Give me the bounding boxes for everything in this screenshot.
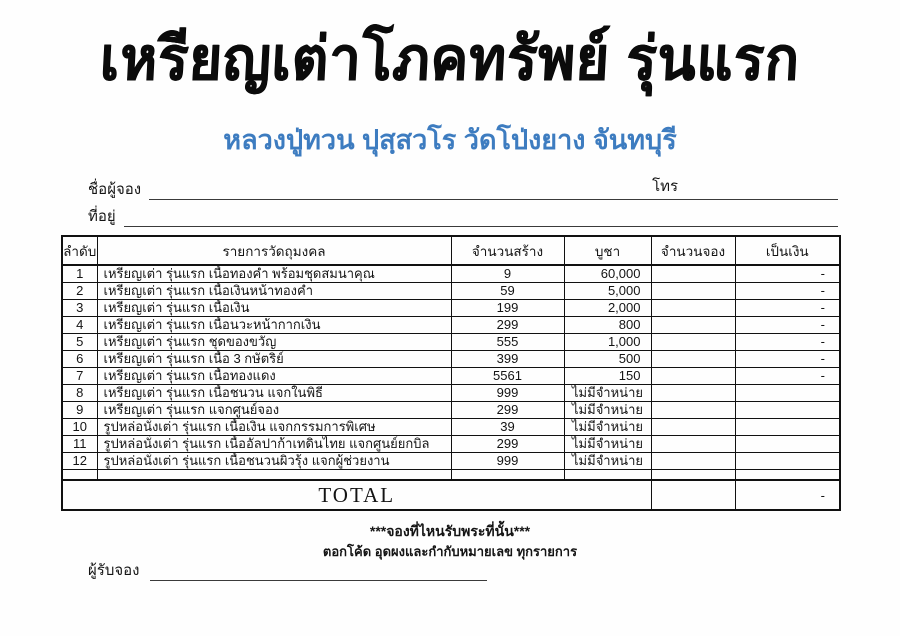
cell-order-qty bbox=[651, 299, 735, 316]
cell-no: 1 bbox=[62, 265, 97, 282]
cell-price: ไม่มีจำหน่าย bbox=[564, 452, 651, 469]
cell-amount: - bbox=[735, 333, 840, 350]
cell-no: 11 bbox=[62, 435, 97, 452]
cell-price: 150 bbox=[564, 367, 651, 384]
cell-item: รูปหล่อนั่งเต่า รุ่นแรก เนื้ออัลปาก้าเทดินไทย แจกศูนย์ยกบิล bbox=[97, 435, 451, 452]
cell-order-qty bbox=[651, 316, 735, 333]
cell-amount bbox=[735, 435, 840, 452]
cell-made: 999 bbox=[451, 384, 564, 401]
receiver-row bbox=[88, 560, 487, 581]
cell-item: เหรียญเต่า รุ่นแรก เนื้อ 3 กษัตริย์ bbox=[97, 350, 451, 367]
table-row bbox=[62, 282, 840, 299]
cell-made: 39 bbox=[451, 418, 564, 435]
cell-amount bbox=[735, 401, 840, 418]
table-row bbox=[62, 452, 840, 469]
cell-amount: - bbox=[735, 350, 840, 367]
cell-item: รูปหล่อนั่งเต่า รุ่นแรก เนื้อเงิน แจกกรรมการพิเศษ bbox=[97, 418, 451, 435]
table-row bbox=[62, 350, 840, 367]
table-row bbox=[62, 384, 840, 401]
page-title: เหรียญเต่าโภคทรัพย์ รุ่นแรก bbox=[98, 24, 802, 93]
header-amount: เป็นเงิน bbox=[735, 236, 840, 265]
cell-order-qty bbox=[651, 435, 735, 452]
cell-amount: - bbox=[735, 367, 840, 384]
name-row bbox=[88, 179, 838, 200]
cell-order-qty bbox=[651, 333, 735, 350]
cell-no: 4 bbox=[62, 316, 97, 333]
name-label: ชื่อผู้จอง bbox=[88, 181, 142, 198]
cell-price: 1,000 bbox=[564, 333, 651, 350]
order-table bbox=[61, 235, 841, 511]
phone-label: โทร bbox=[652, 178, 679, 195]
table-body bbox=[62, 265, 840, 469]
address-row bbox=[88, 206, 838, 227]
cell-made: 999 bbox=[451, 452, 564, 469]
cell-made: 299 bbox=[451, 316, 564, 333]
cell-no: 12 bbox=[62, 452, 97, 469]
cell-item: รูปหล่อนั่งเต่า รุ่นแรก เนื้อชนวนผิวรุ้ง แจกผู้ช่วยงาน bbox=[97, 452, 451, 469]
cell-no: 3 bbox=[62, 299, 97, 316]
cell-amount: - bbox=[735, 282, 840, 299]
total-row bbox=[62, 480, 840, 510]
cell-made: 5561 bbox=[451, 367, 564, 384]
cell-price: ไม่มีจำหน่าย bbox=[564, 435, 651, 452]
cell-no: 2 bbox=[62, 282, 97, 299]
cell-price: 2,000 bbox=[564, 299, 651, 316]
cell-price: ไม่มีจำหน่าย bbox=[564, 401, 651, 418]
cell-order-qty bbox=[651, 265, 735, 282]
header-no: ลำดับ bbox=[62, 236, 97, 265]
total-label: TOTAL bbox=[62, 480, 651, 510]
cell-item: เหรียญเต่า รุ่นแรก เนื้อชนวน แจกในพิธี bbox=[97, 384, 451, 401]
cell-order-qty bbox=[651, 418, 735, 435]
cell-amount bbox=[735, 418, 840, 435]
cell-price: ไม่มีจำหน่าย bbox=[564, 384, 651, 401]
cell-item: เหรียญเต่า รุ่นแรก เนื้อเงิน bbox=[97, 299, 451, 316]
table-row bbox=[62, 401, 840, 418]
cell-item: เหรียญเต่า รุ่นแรก เนื้อนวะหน้ากากเงิน bbox=[97, 316, 451, 333]
cell-made: 299 bbox=[451, 435, 564, 452]
table-row bbox=[62, 367, 840, 384]
name-fill-line bbox=[149, 179, 838, 200]
table-row bbox=[62, 418, 840, 435]
cell-amount: - bbox=[735, 316, 840, 333]
header-order-qty: จำนวนจอง bbox=[651, 236, 735, 265]
cell-made: 59 bbox=[451, 282, 564, 299]
cell-order-qty bbox=[651, 282, 735, 299]
header-item: รายการวัดถุมงคล bbox=[97, 236, 451, 265]
cell-amount: - bbox=[735, 265, 840, 282]
cell-amount bbox=[735, 384, 840, 401]
cell-made: 555 bbox=[451, 333, 564, 350]
cell-no: 10 bbox=[62, 418, 97, 435]
footnote-code: ตอกโค้ด อุดผงและกำกับหมายเลข ทุกรายการ bbox=[322, 544, 578, 559]
cell-price: ไม่มีจำหน่าย bbox=[564, 418, 651, 435]
table-row bbox=[62, 299, 840, 316]
cell-no: 8 bbox=[62, 384, 97, 401]
page-subtitle: หลวงปู่ทวน ปุสฺสวโร วัดโป่งยาง จันทบุรี bbox=[223, 125, 677, 155]
cell-made: 399 bbox=[451, 350, 564, 367]
cell-no: 5 bbox=[62, 333, 97, 350]
table-header-row bbox=[62, 236, 840, 265]
cell-no: 7 bbox=[62, 367, 97, 384]
cell-order-qty bbox=[651, 452, 735, 469]
cell-item: เหรียญเต่า รุ่นแรก ชุดของขวัญ bbox=[97, 333, 451, 350]
total-amount-cell: - bbox=[735, 480, 840, 510]
footnote-pickup: ***จองที่ไหนรับพระที่นั้น*** bbox=[369, 523, 531, 539]
cell-made: 299 bbox=[451, 401, 564, 418]
cell-price: 500 bbox=[564, 350, 651, 367]
cell-price: 60,000 bbox=[564, 265, 651, 282]
receiver-label: ผู้รับจอง bbox=[88, 562, 140, 579]
cell-order-qty bbox=[651, 367, 735, 384]
cell-item: เหรียญเต่า รุ่นแรก เนื้อทองคำ พร้อมชุดสมนาคุณ bbox=[97, 265, 451, 282]
cell-order-qty bbox=[651, 350, 735, 367]
cell-made: 199 bbox=[451, 299, 564, 316]
cell-price: 5,000 bbox=[564, 282, 651, 299]
cell-item: เหรียญเต่า รุ่นแรก เนื้อเงินหน้าทองคำ bbox=[97, 282, 451, 299]
cell-item: เหรียญเต่า รุ่นแรก เนื้อทองแดง bbox=[97, 367, 451, 384]
table-row bbox=[62, 316, 840, 333]
spacer-row bbox=[62, 469, 840, 480]
total-order-cell bbox=[651, 480, 735, 510]
address-fill-line bbox=[124, 206, 838, 227]
table-row bbox=[62, 333, 840, 350]
cell-amount bbox=[735, 452, 840, 469]
header-price: บูชา bbox=[564, 236, 651, 265]
cell-no: 6 bbox=[62, 350, 97, 367]
cell-amount: - bbox=[735, 299, 840, 316]
cell-no: 9 bbox=[62, 401, 97, 418]
cell-price: 800 bbox=[564, 316, 651, 333]
header-made: จำนวนสร้าง bbox=[451, 236, 564, 265]
cell-order-qty bbox=[651, 401, 735, 418]
cell-made: 9 bbox=[451, 265, 564, 282]
table-row bbox=[62, 265, 840, 282]
table-row bbox=[62, 435, 840, 452]
cell-item: เหรียญเต่า รุ่นแรก แจกศูนย์จอง bbox=[97, 401, 451, 418]
address-label: ที่อยู่ bbox=[88, 208, 116, 225]
receiver-fill-line bbox=[150, 560, 487, 581]
cell-order-qty bbox=[651, 384, 735, 401]
